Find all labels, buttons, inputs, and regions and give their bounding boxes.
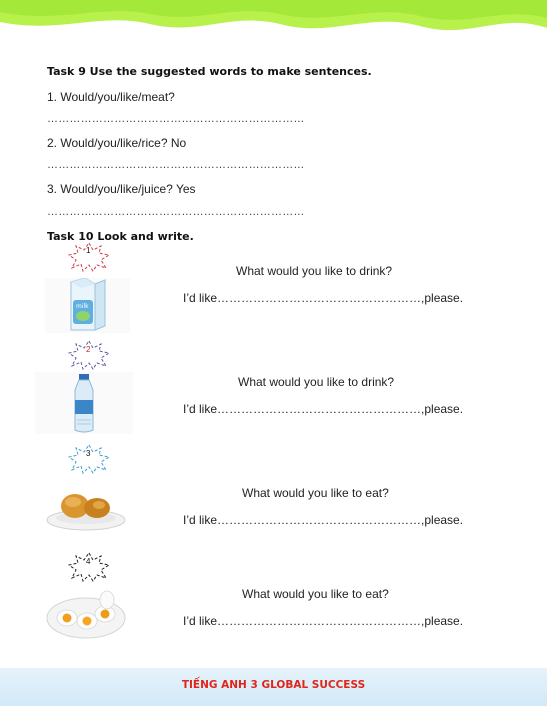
boiled-eggs-icon [45,588,127,640]
task9-answer-line-2[interactable]: …………………………………………………………… [47,159,305,171]
item-number-2: 2 [86,345,91,354]
water-bottle-icon [35,372,133,434]
answer-line-1[interactable]: I’d like……………………………………………,please. [183,291,464,305]
fried-chicken-icon [45,480,127,532]
answer-line-3[interactable]: I’d like……………………………………………,please. [183,513,464,527]
task9-prompt-3: 3. Would/you/like/juice? Yes [47,182,196,196]
answer-line-2[interactable]: I’d like……………………………………………,please. [183,402,464,416]
footer-title: TIẾNG ANH 3 GLOBAL SUCCESS [181,679,366,691]
task10-title: Task 10 Look and write. [47,230,194,243]
question-2: What would you like to drink? [238,375,395,389]
question-1: What would you like to drink? [236,264,393,278]
task9-prompt-2: 2. Would/you/like/rice? No [47,136,187,150]
svg-text:milk: milk [76,303,89,310]
answer-line-4[interactable]: I’d like……………………………………………,please. [183,614,464,628]
item-number-3: 3 [86,449,91,458]
top-wave-decoration [0,0,547,60]
item-number-1: 1 [86,246,91,255]
task9-title: Task 9 Use the suggested words to make sentences. [47,65,372,78]
task9-answer-line-1[interactable]: …………………………………………………………… [47,113,305,125]
milk-carton-icon [45,278,130,333]
item-number-4: 4 [86,557,91,566]
task9-prompt-1: 1. Would/you/like/meat? [47,90,175,104]
question-4: What would you like to eat? [242,587,389,601]
task9-answer-line-3[interactable]: …………………………………………………………… [47,206,305,218]
question-3: What would you like to eat? [242,486,389,500]
